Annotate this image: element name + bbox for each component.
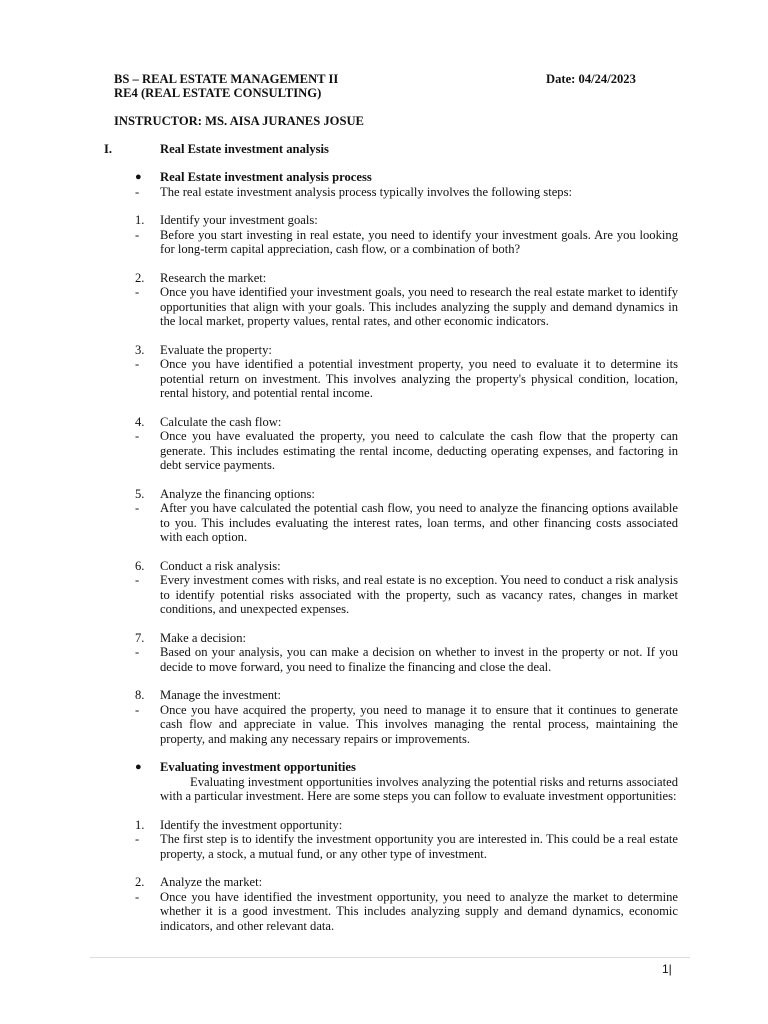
step-number: 5. [135,486,145,501]
step-desc-text: Before you start investing in real estate, you need to identify your investment goals. Are you looking for long-term capital appreciation, cash flow, or a combination of both? [160,227,678,256]
step-title: Conduct a risk analysis: [160,558,281,573]
step-description [104,285,678,329]
section-title: Real Estate investment analysis [160,142,329,156]
document-date: Date: 04/24/2023 [546,72,636,86]
list-item [104,213,678,228]
step-desc-text: Based on your analysis, you can make a decision on whether to invest in the property or not. If you decide to move forward, you need to finalize the financing and close the deal. [160,645,678,674]
step-desc-text: Once you have identified your investment goals, you need to research the real estate market to identify opportunities that align with your goals. This includes analyzing the supply and demand dynamics in the local market, property values, rental rates, and other economic indicators. [160,285,678,328]
step-title: Analyze the market: [160,875,263,889]
step-description [104,429,678,473]
step-description [104,890,678,934]
dash-marker: - [135,501,140,515]
dash-marker: - [135,184,140,199]
course-title: BS – REAL ESTATE MANAGEMENT II [114,72,339,86]
list-item [104,271,678,286]
instructor-line: INSTRUCTOR: MS. AISA JURANES JOSUE [114,114,364,128]
step-number: 2. [135,875,145,889]
subject-title: RE4 (REAL ESTATE CONSULTING) [114,86,322,100]
step-description [104,832,678,861]
step-description [104,228,678,257]
step-number: 1. [135,817,145,832]
step-number: 4. [135,414,145,429]
step-description [104,357,678,401]
dash-marker: - [135,429,140,443]
section-number: I. [104,142,113,156]
footer-divider [90,957,690,958]
step-title: Make a decision: [160,630,247,645]
dash-marker: - [135,889,140,904]
subsection-heading-evaluating [104,760,678,775]
subsection-title: Evaluating investment opportunities [160,760,356,774]
dash-marker: - [135,645,140,659]
dash-marker: - [135,227,140,242]
step-description [104,703,678,747]
intro-line [104,185,678,200]
list-item [104,415,678,430]
step-number: 7. [135,630,145,645]
bullet-icon: ● [135,171,142,183]
step-number: 8. [135,688,145,702]
step-title: Research the market: [160,270,267,285]
dash-marker: - [135,832,140,846]
intro-text: The real estate investment analysis process typically involves the following steps: [160,184,572,199]
step-title: Identify your investment goals: [160,213,318,227]
step-title: Calculate the cash flow: [160,414,282,429]
step-title: Evaluate the property: [160,342,272,357]
subsection-heading-process [104,170,678,185]
bullet-icon: ● [135,761,142,773]
list-item [104,631,678,646]
step-desc-text: Once you have acquired the property, you need to manage it to ensure that it continues to generate cash flow and appreciate in value. This involves managing the rental process, maintaining the property, and making any necessary repairs or improvements. [160,702,678,746]
list-item [104,559,678,574]
list-item [104,688,678,703]
dash-marker: - [135,702,140,717]
intro-paragraph: Evaluating investment opportunities involves analyzing the potential risks and returns associated with a particular investment. Here are some steps you can follow to evaluate investment opportunities: [160,774,678,803]
step-number: 2. [135,270,145,285]
step-desc-text: The first step is to identify the investment opportunity you are interested in. This could be a real estate property, a stock, a mutual fund, or any other type of investment. [160,832,678,861]
dash-marker: - [135,573,140,587]
step-number: 6. [135,558,145,573]
step-desc-text: Once you have evaluated the property, you need to calculate the cash flow that the property can generate. This includes estimating the rental income, deducting operating expenses, and factoring in debt service payments. [160,429,678,472]
list-item [104,343,678,358]
step-desc-text: Once you have identified the investment opportunity, you need to analyze the market to determine whether it is a good investment. This includes analyzing supply and demand dynamics, economic indicators, and other relevant data. [160,889,678,933]
step-description [104,501,678,545]
step-desc-text: Once you have identified a potential investment property, you need to evaluate it to determine its potential return on investment. This involves analyzing the property's physical condition, location, rental history, and potential rental income. [160,357,678,400]
section-heading [104,142,329,157]
list-item [104,875,678,890]
list-item [104,487,678,502]
dash-marker: - [135,285,140,299]
step-description [104,573,678,617]
dash-marker: - [135,357,140,371]
step-desc-text: After you have calculated the potential cash flow, you need to analyze the financing options available to you. This includes evaluating the interest rates, loan terms, and other financing costs associated with each option. [160,501,678,544]
step-title: Manage the investment: [160,688,282,702]
subsection-title: Real Estate investment analysis process [160,170,372,184]
page-number: 1| [662,962,672,976]
step-title: Identify the investment opportunity: [160,817,343,832]
step-number: 3. [135,342,145,357]
list-item [104,818,678,833]
document-body [104,170,678,933]
step-description [104,645,678,674]
step-number: 1. [135,213,145,227]
step-desc-text: Every investment comes with risks, and real estate is no exception. You need to conduct a risk analysis to identify potential risks associated with the property, such as vacancy rates, changes in market conditions, and unexpected expenses. [160,573,678,616]
step-title: Analyze the financing options: [160,486,315,501]
